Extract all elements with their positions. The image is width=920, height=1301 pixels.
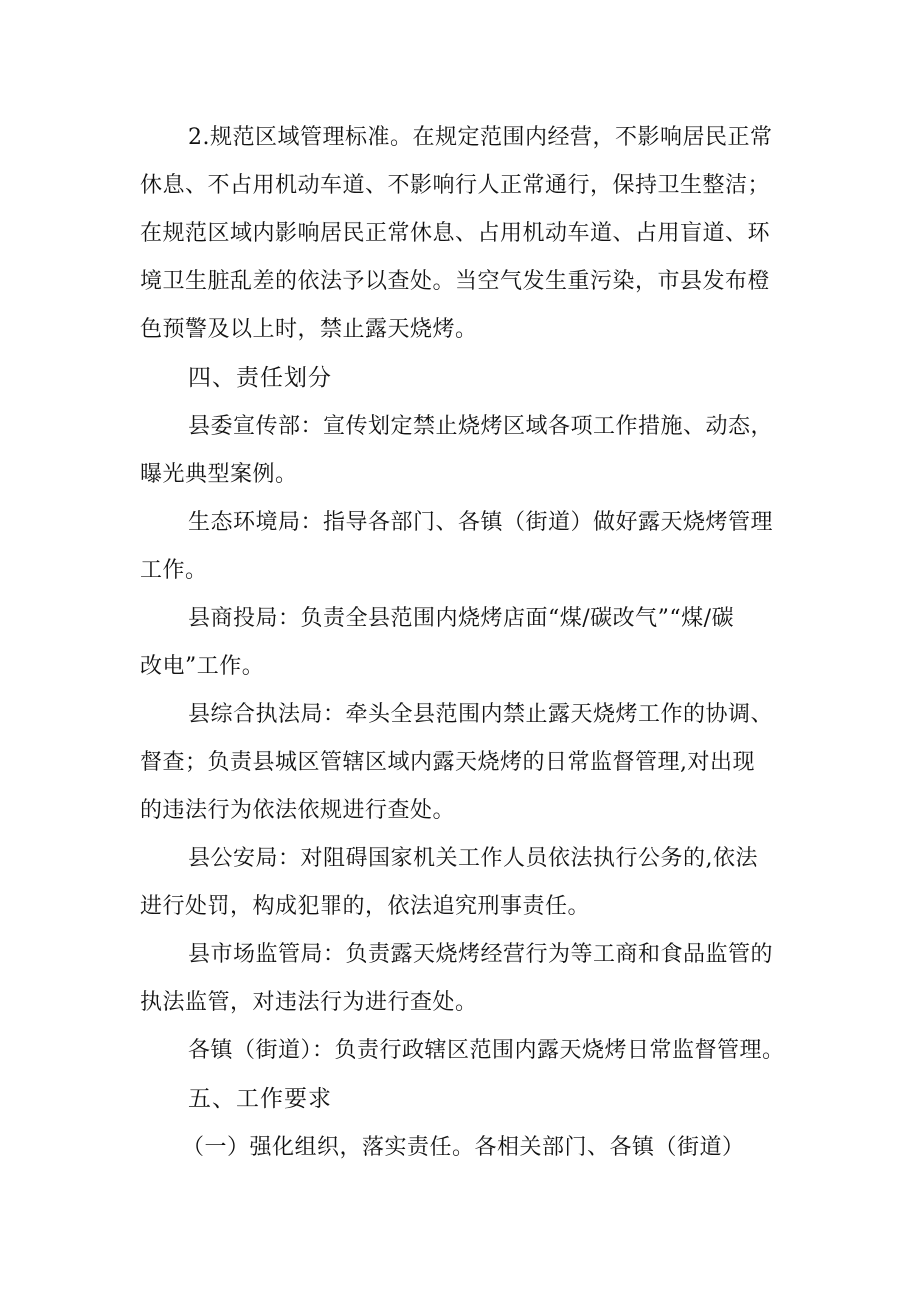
paragraph-line: 执法监管，对违法行为进行查处。 <box>140 990 478 1015</box>
paragraph-line: 2.规范区域管理标准。在规定范围内经营，不影响居民正常 <box>188 125 773 150</box>
paragraph-line: （一）强化组织，落实责任。各相关部门、各镇（街道） <box>182 1135 745 1160</box>
paragraph-line: 改电”工作。 <box>140 654 265 679</box>
paragraph-line: 各镇（街道）：负责行政辖区范围内露天烧烤日常监督管理。 <box>188 1038 785 1063</box>
paragraph-line: 进行处罚，构成犯罪的，依法追究刑事责任。 <box>140 894 591 919</box>
paragraph-line: 在规范区域内影响居民正常休息、占用机动车道、占用盲道、环 <box>140 221 771 246</box>
paragraph-line: 县综合执法局：牵头全县范围内禁止露天烧烤工作的协调、 <box>188 702 774 727</box>
section-heading: 四、责任划分 <box>188 365 332 391</box>
paragraph-line: 县市场监管局：负责露天烧烤经营行为等工商和食品监管的 <box>188 942 774 967</box>
paragraph-line: 的违法行为依法依规进行查处。 <box>140 798 456 823</box>
paragraph-line: 境卫生脏乱差的依法予以查处。当空气发生重污染，市县发布橙 <box>140 269 771 294</box>
paragraph-line: 县商投局：负责全县范围内烧烤店面“煤/碳改气”“煤/碳 <box>188 606 735 631</box>
paragraph-line: 色预警及以上时，禁止露天烧烤。 <box>140 317 478 342</box>
paragraph-line: 工作。 <box>140 558 208 583</box>
paragraph-line: 县委宣传部：宣传划定禁止烧烤区域各项工作措施、动态， <box>188 414 774 439</box>
section-heading: 五、工作要求 <box>188 1086 332 1112</box>
paragraph-line: 休息、不占用机动车道、不影响行人正常通行，保持卫生整洁； <box>140 173 771 198</box>
paragraph-line: 生态环境局：指导各部门、各镇（街道）做好露天烧烤管理 <box>188 510 774 535</box>
paragraph-line: 曝光典型案例。 <box>140 462 298 487</box>
paragraph-line: 县公安局：对阻碍国家机关工作人员依法执行公务的,依法 <box>188 846 758 871</box>
paragraph-line: 督查；负责县城区管辖区域内露天烧烤的日常监督管理,对出现 <box>140 750 755 775</box>
